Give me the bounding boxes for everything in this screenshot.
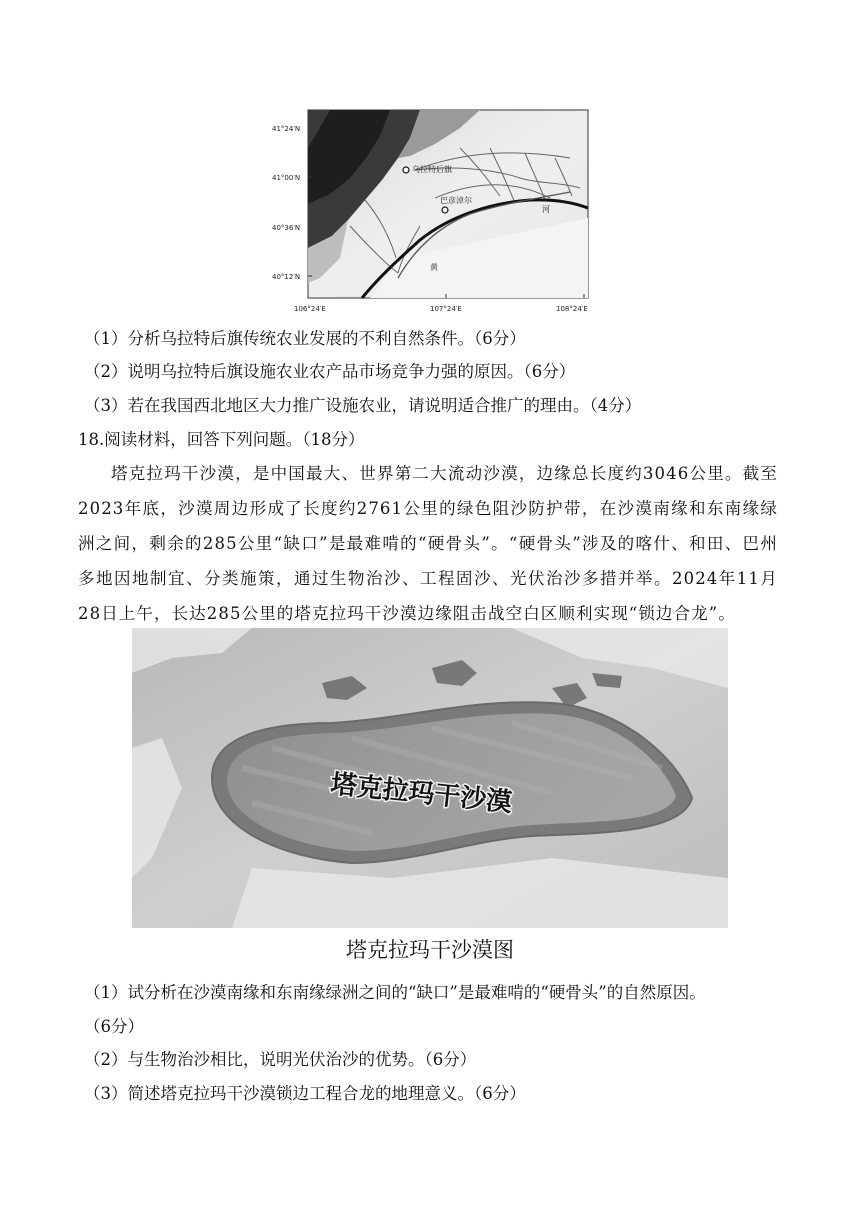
river-label-huang: 黄	[430, 263, 438, 272]
q18-item-1: （1）试分析在沙漠南缘和东南缘绿洲之间的“缺口”是最难啃的“硬骨头”的自然原因。	[84, 983, 706, 1002]
lat-label: 41°00′N	[272, 174, 301, 182]
q18-item-1-score: （6分）	[84, 1017, 144, 1036]
q17-item-1: （1）分析乌拉特后旗传统农业发展的不利自然条件。（6分）	[84, 329, 526, 348]
place-label-wulate: 乌拉特后旗	[412, 165, 452, 174]
lon-label: 106°24′E	[294, 305, 326, 313]
q17-item-3: （3）若在我国西北地区大力推广设施农业，请说明适合推广的理由。（4分）	[84, 396, 642, 415]
terrain-map-wulate	[270, 108, 600, 316]
q18-item-2: （2）与生物治沙相比，说明光伏治沙的优势。（6分）	[84, 1050, 477, 1069]
desert-name-label: 塔克拉玛干沙漠	[329, 769, 514, 819]
map-caption: 塔克拉玛干沙漠图	[346, 938, 514, 962]
lon-label: 108°24′E	[556, 305, 588, 313]
taklamakan-map	[132, 628, 728, 928]
lat-label: 41°24′N	[272, 125, 301, 133]
q17-item-2: （2）说明乌拉特后旗设施农业农产品市场竞争力强的原因。（6分）	[84, 362, 576, 381]
place-label-bayannaoer: 巴彦淖尔	[440, 196, 472, 205]
q18-item-3: （3）简述塔克拉玛干沙漠锁边工程合龙的地理意义。（6分）	[84, 1084, 526, 1103]
lat-label: 40°12′N	[272, 273, 301, 281]
lon-label: 107°24′E	[430, 305, 462, 313]
q18-material-paragraph: 塔克拉玛干沙漠，是中国最大、世界第二大流动沙漠，边缘总长度约3046公里。截至2023年底，沙漠周边形成了长度约2761公里的绿色阻沙防护带，在沙漠南缘和东南缘绿洲之间，剩余的285公里“缺口”是最难啃的“硬骨头”。“硬骨头”涉及的喀什、和田、巴州多地因地制宜、分类施策，通过生物治沙、工程固沙、光伏治沙多措并举。2024年11月28日上午，长达285公里的塔克拉玛干沙漠边缘阻击战空白区顺利实现“锁边合龙”。	[78, 464, 778, 623]
lat-label: 40°36′N	[272, 224, 301, 232]
q18-heading: 18.阅读材料，回答下列问题。（18分）	[78, 430, 365, 449]
river-label-he: 河	[542, 205, 550, 214]
